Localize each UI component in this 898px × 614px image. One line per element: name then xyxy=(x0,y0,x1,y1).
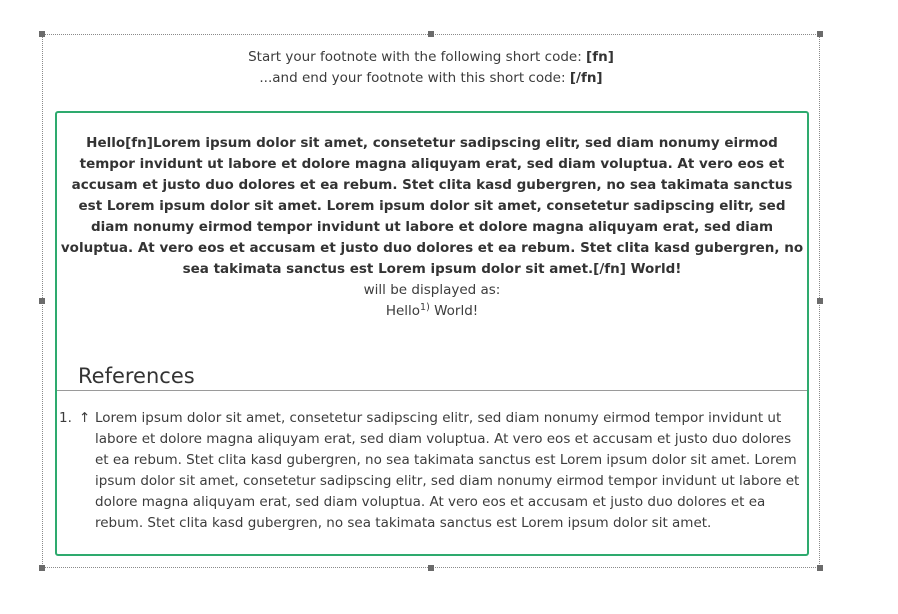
references-heading: References xyxy=(78,364,195,388)
end-shortcode: [/fn] xyxy=(569,70,603,86)
intro-line-end-text: ...and end your footnote with this short code: xyxy=(259,70,570,86)
displayed-as-label: will be displayed as: xyxy=(363,282,501,298)
resize-handle-right[interactable] xyxy=(817,298,823,304)
result-after-text: World! xyxy=(429,303,479,319)
reference-text: Lorem ipsum dolor sit amet, consetetur sadipscing elitr, sed diam nonumy eirmod tempor invidunt ut labore et dolore magna aliquyam erat, sed diam voluptua. At vero eos et accusam et justo duo dolores et ea rebum. Stet clita kasd gubergren, no sea takimata sanctus est Lorem ipsum dolor sit amet. Lorem ipsum dolor sit amet, consetetur sadipscing elitr, sed diam nonumy eirmod tempor invidunt ut labore et dolore magna aliquyam erat, sed diam voluptua. At vero eos et accusam et justo duo dolores et ea rebum. Stet clita kasd gubergren, no sea takimata sanctus est Lorem ipsum dolor sit amet. xyxy=(95,410,800,531)
start-shortcode: [fn] xyxy=(586,49,614,65)
result-before-text: Hello xyxy=(385,303,421,319)
intro-line-start xyxy=(42,47,820,68)
resize-handle-bottom[interactable] xyxy=(428,565,434,571)
resize-handle-top-right[interactable] xyxy=(817,31,823,37)
example-source-text: Hello[fn]Lorem ipsum dolor sit amet, consetetur sadipscing elitr, sed diam nonumy eirmod tempor invidunt ut labore et dolore magna aliquyam erat, sed diam voluptua. At vero eos et accusam et justo duo dolores et ea rebum. Stet clita kasd gubergren, no sea takimata sanctus est Lorem ipsum dolor sit amet. Lorem ipsum dolor sit amet, consetetur sadipscing elitr, sed diam nonumy eirmod tempor invidunt ut labore et dolore magna aliquyam erat, sed diam voluptua. At vero eos et accusam et justo duo dolores et ea rebum. Stet clita kasd gubergren, no sea takimata sanctus est Lorem ipsum dolor sit amet.[/fn] World! xyxy=(60,135,804,277)
references-divider xyxy=(57,390,807,391)
displayed-result xyxy=(58,301,806,322)
resize-handle-bottom-right[interactable] xyxy=(817,565,823,571)
resize-handle-bottom-left[interactable] xyxy=(39,565,45,571)
intro-line-start-text: Start your footnote with the following short code: xyxy=(248,49,587,65)
footnote-marker-link[interactable]: 1) xyxy=(420,302,430,313)
resize-handle-left[interactable] xyxy=(39,298,45,304)
resize-handle-top-left[interactable] xyxy=(39,31,45,37)
resize-handle-top[interactable] xyxy=(428,31,434,37)
intro-instructions xyxy=(42,47,820,89)
back-to-text-arrow-icon[interactable]: ↑ xyxy=(79,410,91,426)
intro-line-end xyxy=(42,68,820,89)
reference-number: 1. xyxy=(59,410,72,426)
